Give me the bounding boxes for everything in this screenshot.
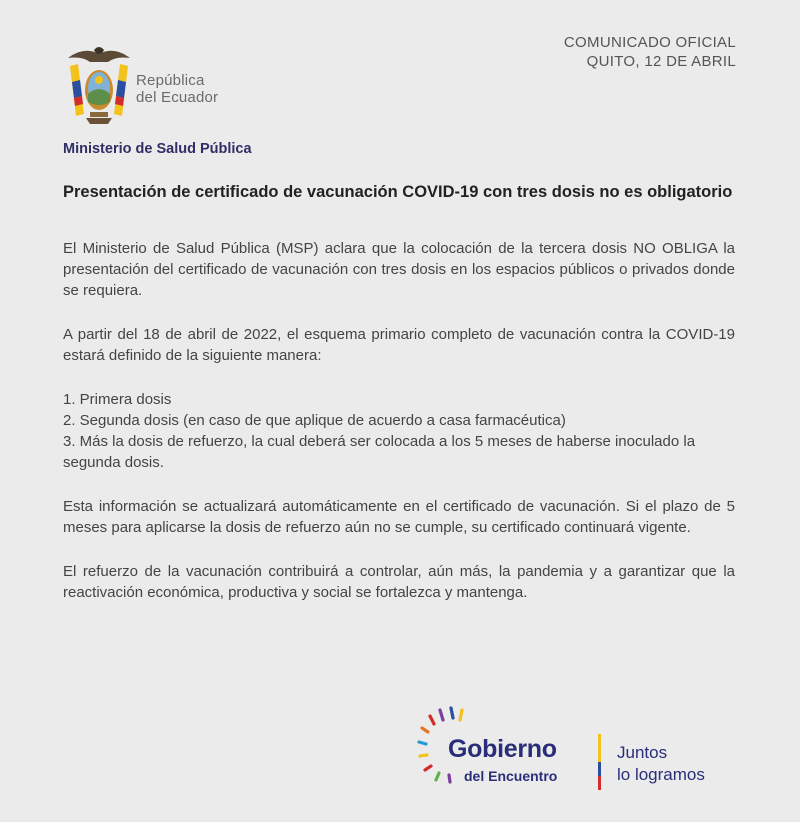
brand-name: Gobierno — [448, 735, 557, 763]
communique-body — [63, 238, 735, 626]
list-item: 1. Primera dosis — [63, 391, 172, 408]
dose-list — [63, 389, 735, 473]
paragraph-3: Esta información se actualizará automáticamente en el certificado de vacunación. Si el plazo de 5 meses para aplicarse la dosis de refuerzo aún no se cumple, su certificado continuará vigente. — [63, 498, 735, 536]
communique-header — [564, 33, 736, 71]
ministry-name: Ministerio de Salud Pública — [63, 141, 252, 157]
republica-text — [136, 72, 218, 106]
slogan-line2: lo logramos — [617, 765, 705, 784]
communique-title: Presentación de certificado de vacunación COVID-19 con tres dosis no es obligatorio — [63, 183, 733, 201]
coat-of-arms-icon — [64, 44, 134, 128]
list-item: 2. Segunda dosis (en caso de que aplique de acuerdo a casa farmacéutica) — [63, 412, 566, 429]
paragraph-1: El Ministerio de Salud Pública (MSP) aclara que la colocación de la tercera dosis NO OBLIGA la presentación del certificado de vacunación con tres dosis en los espacios públicos o privados donde se requiera. — [63, 240, 735, 299]
slogan-line1: Juntos — [617, 743, 668, 762]
brand-subtitle: del Encuentro — [464, 768, 558, 784]
list-item: 3. Más la dosis de refuerzo, la cual deberá ser colocada a los 5 meses de haberse inoculado la segunda dosis. — [63, 433, 696, 471]
republica-line1: República — [136, 72, 205, 89]
ecuador-emblem-logo — [64, 44, 264, 128]
slogan — [617, 742, 705, 786]
paragraph-4: El refuerzo de la vacunación contribuirá a controlar, aún más, la pandemia y a garantizar que la reactivación económica, productiva y social se fortalezca y mantenga. — [63, 563, 735, 601]
flag-divider — [598, 734, 601, 790]
republica-line2: del Ecuador — [136, 89, 219, 106]
paragraph-2: A partir del 18 de abril de 2022, el esquema primario completo de vacunación contra la COVID-19 estará definido de la siguiente manera: — [63, 326, 735, 364]
communique-date: QUITO, 12 DE ABRIL — [586, 53, 736, 70]
gobierno-logo — [414, 702, 744, 794]
communique-label: COMUNICADO OFICIAL — [563, 34, 736, 51]
